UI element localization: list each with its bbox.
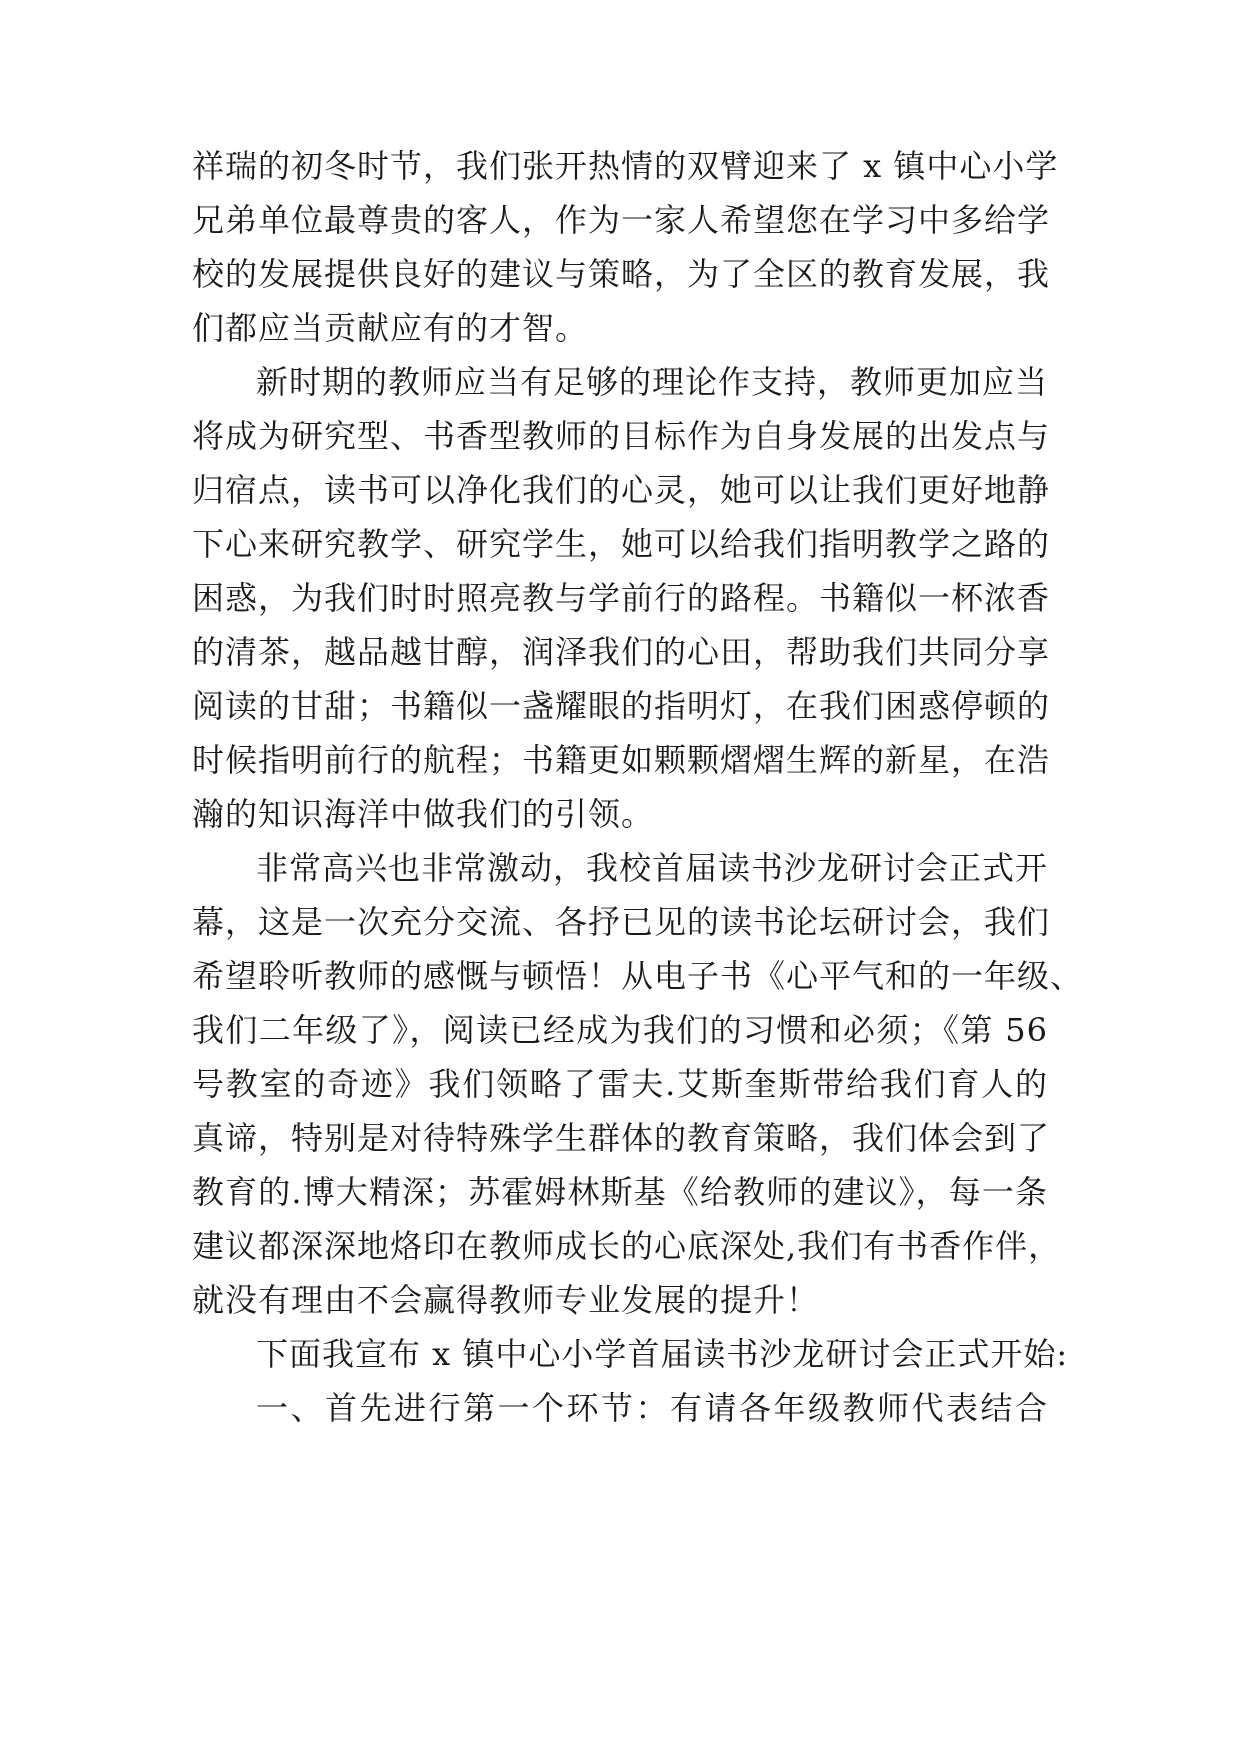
paragraph-3-line-1: 非常高兴也非常激动，我校首届读书沙龙研讨会正式开 [256,849,1049,887]
paragraph-3-line-8: 建议都深深地烙印在教师成长的心底深处,我们有书香作伴， [192,1227,1062,1265]
paragraph-2-line-8: 时候指明前行的航程；书籍更如颗颗熠熠生辉的新星，在浩 [192,741,1051,779]
paragraph-3-line-5: 号教室的奇迹》我们领略了雷夫.艾斯奎斯带给我们育人的 [192,1065,1048,1103]
paragraph-2-line-5: 困惑，为我们时时照亮教与学前行的路程。书籍似一杯浓香 [192,579,1051,617]
paragraph-5-line-1: 一、首先进行第一个环节：有请各年级教师代表结合 [256,1389,1048,1427]
paragraph-3-line-9: 就没有理由不会赢得教师专业发展的提升！ [192,1281,820,1319]
paragraph-2-line-3: 归宿点，读书可以净化我们的心灵，她可以让我们更好地静 [192,471,1051,509]
paragraph-2-line-9: 瀚的知识海洋中做我们的引领。 [192,795,655,833]
paragraph-3-line-6: 真谛，特别是对待特殊学生群体的教育策略，我们体会到了 [192,1119,1051,1157]
paragraph-3-line-2: 幕，这是一次充分交流、各抒已见的读书论坛研讨会，我们 [192,903,1051,941]
paragraph-2-line-1: 新时期的教师应当有足够的理论作支持，教师更加应当 [256,363,1049,401]
paragraph-2-line-2: 将成为研究型、书香型教师的目标作为自身发展的出发点与 [192,417,1051,455]
paragraph-1-line-2: 兄弟单位最尊贵的客人，作为一家人希望您在学习中多给学 [192,201,1051,239]
paragraph-4-line-1: 下面我宣布 x 镇中心小学首届读书沙龙研讨会正式开始: [256,1335,1069,1373]
paragraph-1-line-1: 祥瑞的初冬时节，我们张开热情的双臂迎来了 x 镇中心小学 [192,147,1059,185]
paragraph-3-line-7: 教育的.博大精深；苏霍姆林斯基《给教师的建议》，每一条 [192,1173,1048,1211]
paragraph-2-line-6: 的清茶，越品越甘醇，润泽我们的心田，帮助我们共同分享 [192,633,1051,671]
paragraph-3-line-3: 希望聆听教师的感慨与顿悟！从电子书《心平气和的一年级、 [192,957,1084,995]
paragraph-1-line-4: 们都应当贡献应有的才智。 [192,309,589,347]
paragraph-2-line-4: 下心来研究教学、研究学生，她可以给我们指明教学之路的 [192,525,1051,563]
paragraph-2-line-7: 阅读的甘甜；书籍似一盏耀眼的指明灯，在我们困惑停顿的 [192,687,1051,725]
paragraph-3-line-4: 我们二年级了》，阅读已经成为我们的习惯和必须；《第 56 [192,1011,1048,1049]
paragraph-1-line-3: 校的发展提供良好的建议与策略，为了全区的教育发展，我 [192,255,1051,293]
